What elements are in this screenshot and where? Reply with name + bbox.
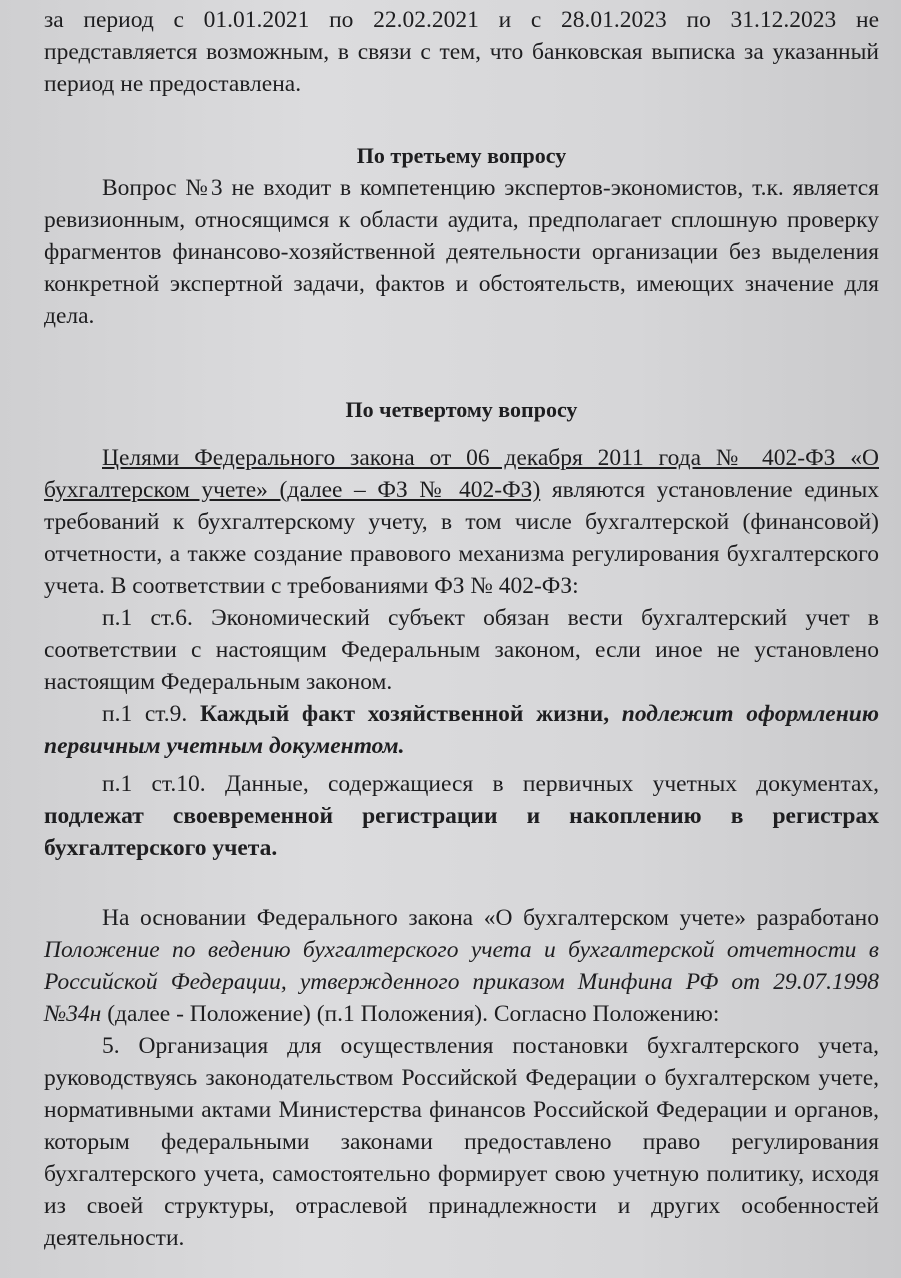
basis-regulation-italic: Положение по ведению бухгалтерского учета и бухгалтерской отчетности в Российской Федерации, утвержденного приказом Минфина РФ от 29.07.1998 №34н [44, 937, 879, 1027]
article-9-bold: Каждый факт хозяйственной жизни, [199, 701, 610, 727]
basis-end: (далее - Положение) (п.1 Положения). Согласно Положению: [101, 1001, 720, 1027]
article-10-bold: подлежат своевременной регистрации и накоплению в регистрах бухгалтерского учета. [44, 803, 879, 861]
article-9-bold-italic: подлежит оформлению первичным учетным документом. [44, 701, 879, 759]
paragraph-article-10 [44, 768, 879, 864]
paragraph-bank-statement: за период с 01.01.2021 по 22.02.2021 и с 28.01.2023 по 31.12.2023 не представляется возможным, в связи с тем, что банковская выписка за указанный период не предоставлена. [44, 7, 879, 97]
paragraph-basis [44, 902, 879, 1030]
basis-start: На основании Федерального закона «О бухгалтерском учете» разработано [102, 905, 879, 931]
article-9-prefix: п.1 ст.9. [102, 701, 200, 727]
paragraph-law-goals [44, 442, 879, 602]
heading-third-question: По третьему вопросу [356, 143, 567, 168]
law-goals-text: являются установление единых требований к бухгалтерскому учету, в том числе бухгалтерской (финансовой) отчетности, а также создание правового механизма регулирования бухгалтерского учета. В соответствии с требованиями ФЗ № 402-ФЗ: [44, 477, 879, 599]
law-reference-underlined: Целями Федерального закона от 06 декабря 2011 года № 402-ФЗ «О бухгалтерском учете» (далее – ФЗ № 402-ФЗ) [44, 445, 879, 503]
article-10-prefix: п.1 ст.10. Данные, содержащиеся в первичных учетных документах, [102, 771, 879, 797]
heading-fourth-question: По четвертому вопросу [345, 397, 578, 422]
paragraph-article-9 [44, 698, 879, 762]
paragraph-item-5: 5. Организация для осуществления постановки бухгалтерского учета, руководствуясь законодательством Российской Федерации о бухгалтерском учете, нормативными актами Министерства финансов Российской Федерации и органов, которым федеральными законами предоставлено право регулирования бухгалтерского учета, самостоятельно формирует свою учетную политику, исходя из своей структуры, отраслевой принадлежности и других особенностей деятельности. [44, 1033, 879, 1251]
paragraph-article-6: п.1 ст.6. Экономический субъект обязан вести бухгалтерский учет в соответствии с настоящим Федеральным законом, если иное не установлено настоящим Федеральным законом. [44, 605, 879, 695]
paragraph-third-question: Вопрос №3 не входит в компетенцию экспертов-экономистов, т.к. является ревизионным, относящимся к области аудита, предполагает сплошную проверку фрагментов финансово-хозяйственной деятельности организации без выделения конкретной экспертной задачи, фактов и обстоятельств, имеющих значение для дела. [44, 175, 879, 329]
